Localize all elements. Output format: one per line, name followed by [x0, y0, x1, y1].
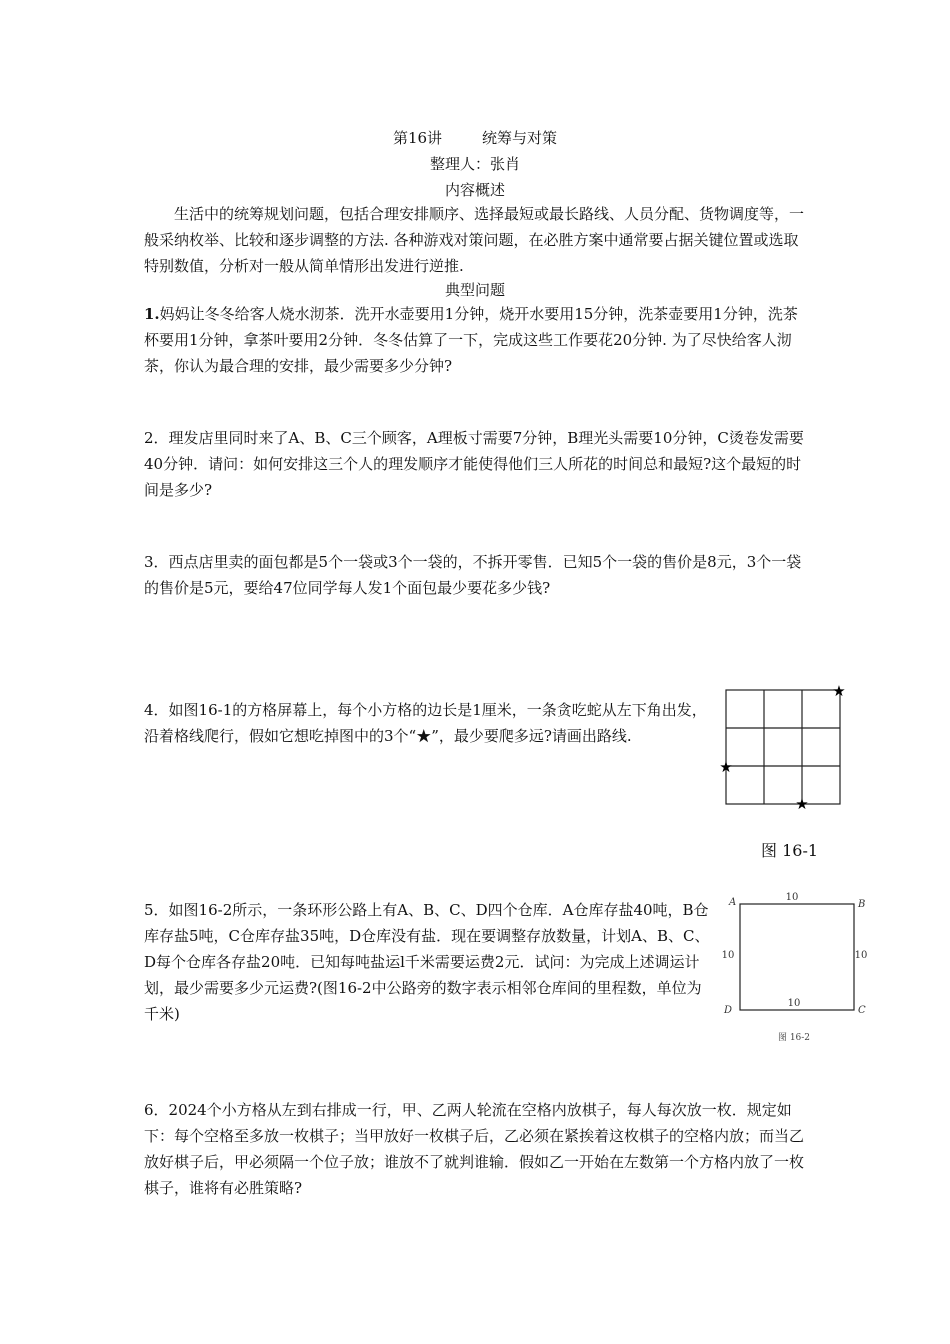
overview-paragraph: 生活中的统筹规划问题，包括合理安排顺序、选择最短或最长路线、人员分配、货物调度等，一般采纳枚举、比较和逐步调整的方法. 各种游戏对策问题，在必胜方案中通常要占据关键位置或选取特别数值，分析对一般从简单情形出发进行逆推.	[144, 205, 805, 275]
warehouse-c-label: C	[858, 1005, 866, 1016]
typical-heading: 典型问题	[444, 281, 505, 299]
problem-6	[144, 1097, 812, 1201]
problem-4	[144, 697, 710, 749]
problem-text: 妈妈让冬冬给客人烧水沏茶．洗开水壶要用1分钟，烧开水要用15分钟，洗茶壶要用1分钟，洗茶杯要用1分钟，拿茶叶要用2分钟．冬冬估算了一下，完成这些工作要花20分钟. 为了尽快给客人沏茶，你认为最合理的安排，最少需要多少分钟?	[144, 305, 798, 375]
figure-16-2-diagram	[716, 888, 876, 1048]
distance-bottom: 10	[787, 998, 801, 1009]
distance-left: 10	[721, 950, 735, 961]
figure-16-2-caption: 图 16-2	[777, 1033, 811, 1043]
star-icon: ★	[832, 682, 846, 700]
problem-3	[144, 549, 812, 601]
distance-right: 10	[854, 950, 868, 961]
star-icon: ★	[795, 795, 809, 813]
problem-2	[144, 425, 812, 503]
star-icon: ★	[719, 758, 733, 776]
warehouse-b-label: B	[858, 899, 866, 910]
problem-number: 2．	[144, 429, 169, 447]
lecture-number: 第16讲	[392, 129, 443, 147]
problem-text: 西点店里卖的面包都是5个一袋或3个一袋的，不拆开零售．已知5个一袋的售价是8元，3个一袋的售价是5元，要给47位同学每人发1个面包最少要花多少钱?	[144, 553, 802, 597]
page-title	[0, 127, 950, 148]
figure-16-1-caption: 图 16-1	[761, 841, 819, 860]
problem-1	[144, 301, 812, 379]
problem-text: 理发店里同时来了A、B、C三个顾客，A理板寸需要7分钟，B理光头需要10分钟，C烫卷发需要40分钟．请问：如何安排这三个人的理发顺序才能使得他们三人所花的时间总和最短?这个最短的时间是多少?	[144, 429, 804, 499]
problem-number: 6．	[144, 1101, 169, 1119]
ring-road	[740, 904, 854, 1010]
distance-top: 10	[785, 892, 799, 903]
problem-number: 1.	[144, 305, 160, 323]
problem-number: 3．	[144, 553, 169, 571]
author-line: 整理人：张肖	[429, 155, 520, 173]
grid-border	[726, 690, 840, 804]
problem-5	[144, 897, 710, 1027]
problem-text: 如图16-1的方格屏幕上，每个小方格的边长是1厘米，一条贪吃蛇从左下角出发，沿着格线爬行，假如它想吃掉图中的3个“★”，最少要爬多远?请画出路线.	[144, 701, 707, 745]
problem-number: 5．	[144, 901, 169, 919]
warehouse-a-label: A	[729, 897, 737, 908]
lecture-topic: 统筹与对策	[482, 129, 558, 147]
problem-text: 2024个小方格从左到右排成一行，甲、乙两人轮流在空格内放棋子，每人每次放一枚．规定如下：每个空格至多放一枚棋子；当甲放好一枚棋子后，乙必须在紧挨着这枚棋子的空格内放；而当乙放好棋子后，甲必须隔一个位子放；谁放不了就判谁输．假如乙一开始在左数第一个方格内放了一枚棋子，谁将有必胜策略?	[144, 1101, 805, 1197]
warehouse-d-label: D	[724, 1005, 733, 1016]
overview-heading: 内容概述	[444, 181, 505, 199]
figure-16-1-grid	[716, 680, 850, 814]
problem-number: 4．	[144, 701, 169, 719]
problem-text: 如图16-2所示，一条环形公路上有A、B、C、D四个仓库．A仓库存盐40吨，B仓库存盐5吨，C仓库存盐35吨，D仓库没有盐．现在要调整存放数量，计划A、B、C、D每个仓库各存盐20吨．已知每吨盐运l千米需要运费2元．试问：为完成上述调运计划，最少需要多少元运费?(图16-2中公路旁的数字表示相邻仓库间的里程数，单位为千米)	[144, 901, 710, 1023]
